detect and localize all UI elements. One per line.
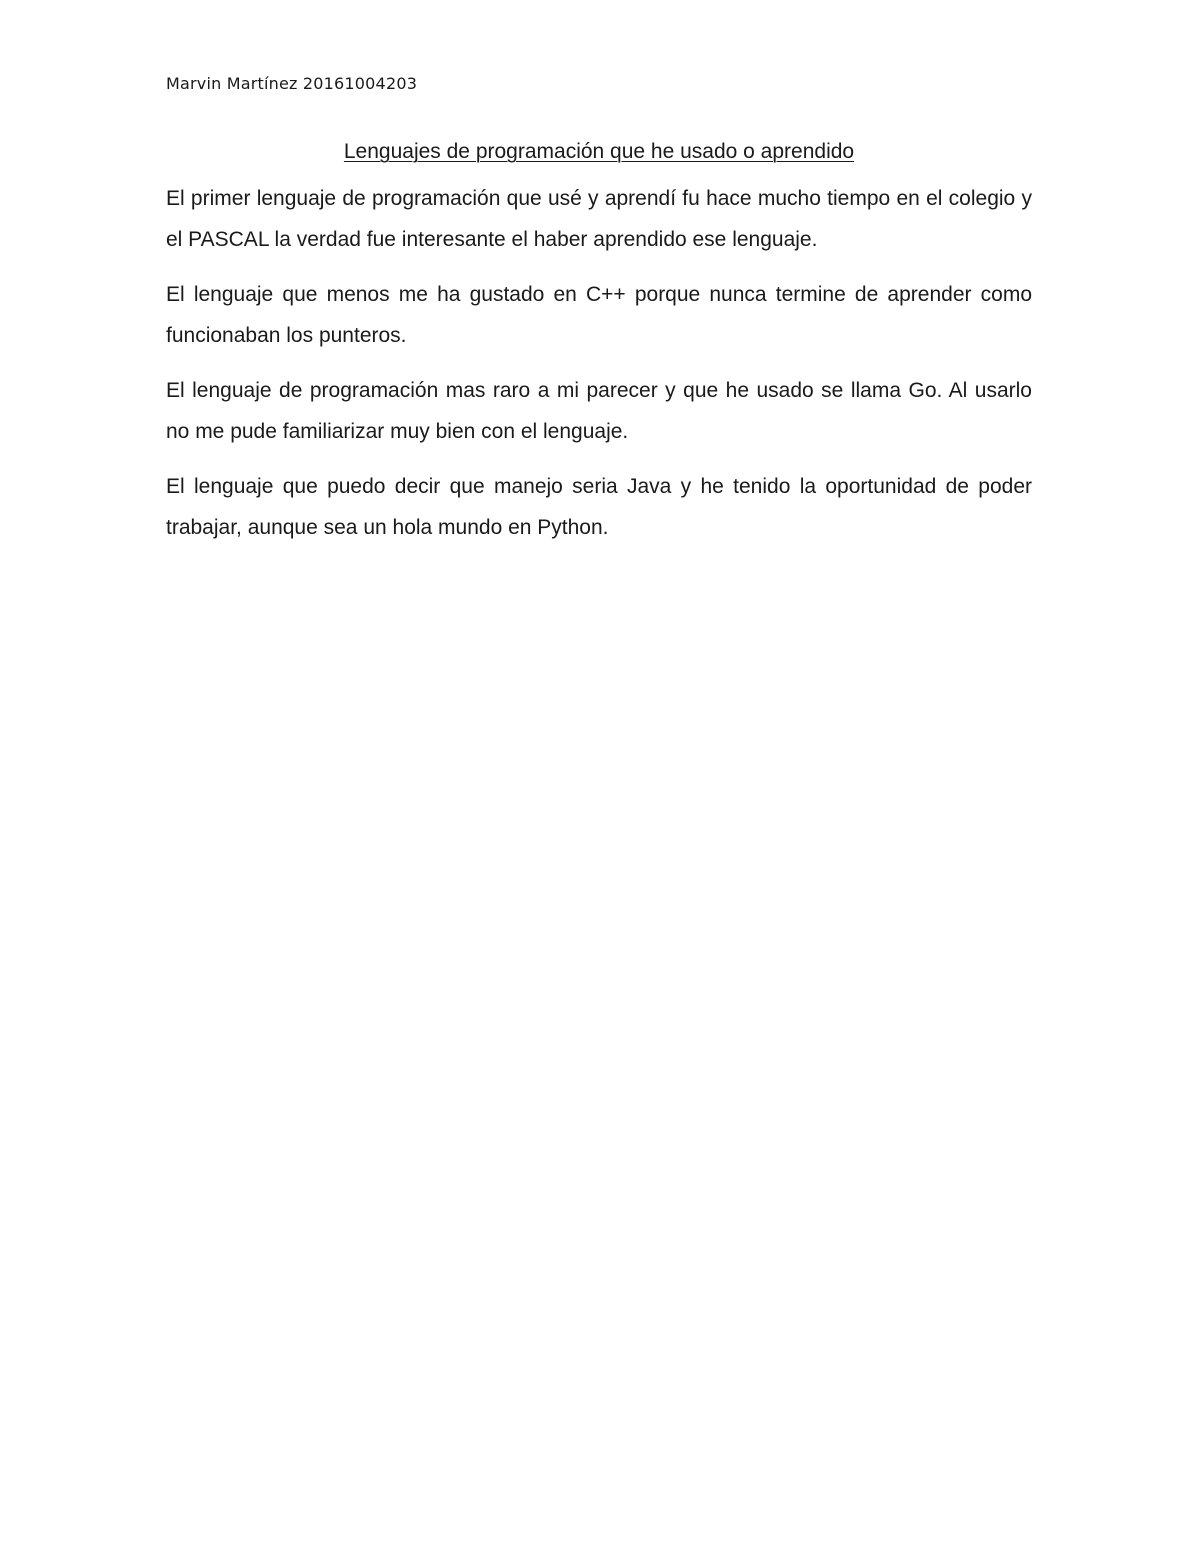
paragraph-4: El lenguaje que puedo decir que manejo seria Java y he tenido la oportunidad de poder trabajar, aunque sea un hola mundo en Python. (166, 475, 1032, 539)
paragraph-3: El lenguaje de programación mas raro a mi parecer y que he usado se llama Go. Al usarlo no me pude familiarizar muy bien con el lenguaje. (166, 379, 1032, 443)
author-header: Marvin Martínez 20161004203 (166, 74, 418, 93)
document-title-text: Lenguajes de programación que he usado o aprendido (343, 140, 855, 163)
document-body (166, 178, 1032, 562)
document-title (166, 140, 1032, 164)
paragraph-2: El lenguaje que menos me ha gustado en C++ porque nunca termine de aprender como funcionaban los punteros. (166, 283, 1032, 347)
paragraph-1: El primer lenguaje de programación que usé y aprendí fu hace mucho tiempo en el colegio y el PASCAL la verdad fue interesante el haber aprendido ese lenguaje. (166, 187, 1032, 251)
